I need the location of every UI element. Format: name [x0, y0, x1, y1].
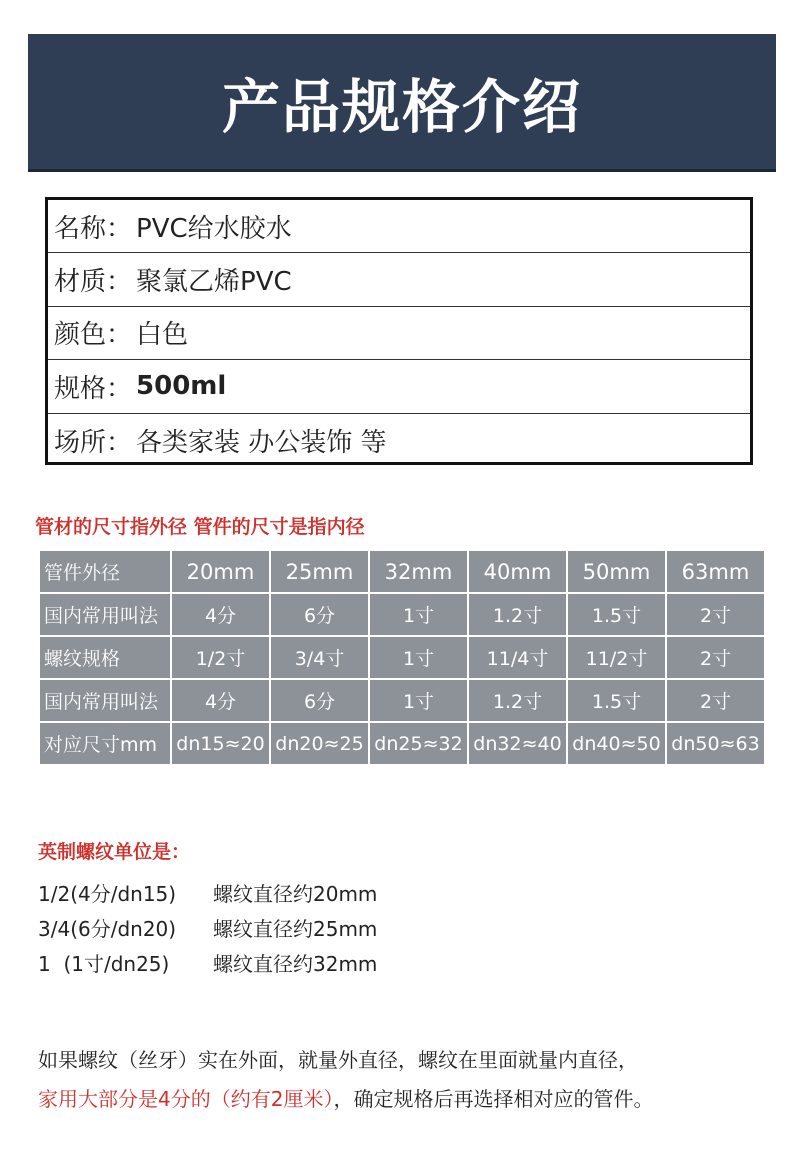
size-note: 管材的尺寸指外径 管件的尺寸是指内径	[35, 516, 365, 538]
imperial-title: 英制螺纹单位是：	[38, 841, 191, 863]
table-cell: dn25≈32	[370, 723, 467, 764]
table-cell: 1寸	[370, 680, 467, 721]
page-title: 产品规格介绍	[221, 73, 582, 141]
table-cell: 1寸	[370, 594, 467, 635]
thread-code: 1/2(4分/dn15)	[38, 882, 177, 906]
table-cell: dn40≈50	[568, 723, 665, 764]
table-cell: 32mm	[370, 551, 467, 592]
row-header: 国内常用叫法	[40, 594, 170, 635]
spec-value: 聚氯乙烯PVC	[136, 267, 292, 298]
table-cell: dn15≈20	[172, 723, 269, 764]
table-cell: 1/2寸	[172, 637, 269, 678]
list-item	[38, 913, 377, 948]
thread-code: 1 (1寸/dn25)	[38, 952, 170, 976]
spec-value: PVC给水胶水	[136, 213, 292, 244]
spec-box	[45, 197, 753, 465]
spec-row-size	[48, 360, 750, 413]
table-cell: dn32≈40	[469, 723, 566, 764]
table-cell: 25mm	[271, 551, 368, 592]
spec-label: 材质：	[54, 267, 133, 298]
table-cell: 2寸	[667, 637, 764, 678]
household-note-rest: ，确定规格后再选择相对应的管件。	[333, 1087, 654, 1111]
spec-label: 颜色：	[54, 320, 133, 351]
spec-row-usage	[48, 414, 750, 467]
table-cell: 1.5寸	[568, 680, 665, 721]
row-header: 螺纹规格	[40, 637, 170, 678]
table-cell: 1.2寸	[469, 680, 566, 721]
thread-desc: 螺纹直径约25mm	[213, 917, 378, 941]
list-item	[38, 878, 377, 913]
table-cell: 3/4寸	[271, 637, 368, 678]
table-cell: 11/4寸	[469, 637, 566, 678]
spec-value: 500ml	[136, 371, 227, 402]
size-table	[38, 549, 766, 766]
table-cell: 2寸	[667, 680, 764, 721]
table-cell: 40mm	[469, 551, 566, 592]
table-cell: 4分	[172, 680, 269, 721]
table-cell: 1.2寸	[469, 594, 566, 635]
table-cell: 63mm	[667, 551, 764, 592]
spec-row-color	[48, 307, 750, 360]
spec-label: 名称：	[54, 213, 133, 244]
household-note-highlight: 家用大部分是4分的（约有2厘米）	[38, 1087, 334, 1111]
household-note	[38, 1083, 653, 1112]
table-cell: dn20≈25	[271, 723, 368, 764]
table-cell: 1.5寸	[568, 594, 665, 635]
title-banner	[28, 34, 776, 172]
row-header: 国内常用叫法	[40, 680, 170, 721]
table-row	[40, 680, 764, 721]
row-header: 管件外径	[40, 551, 170, 592]
table-cell: 6分	[271, 680, 368, 721]
measure-note: 如果螺纹（丝牙）实在外面，就量外直径，螺纹在里面就量内直径，	[38, 1048, 638, 1072]
spec-label: 场所：	[54, 427, 133, 458]
list-item	[38, 948, 377, 983]
table-row	[40, 637, 764, 678]
imperial-list	[38, 878, 377, 983]
thread-desc: 螺纹直径约20mm	[213, 882, 378, 906]
row-header: 对应尺寸mm	[40, 723, 170, 764]
table-row	[40, 723, 764, 764]
table-cell: 1寸	[370, 637, 467, 678]
spec-row-name	[48, 200, 750, 253]
table-cell: 20mm	[172, 551, 269, 592]
spec-row-material	[48, 253, 750, 306]
table-cell: 50mm	[568, 551, 665, 592]
table-row	[40, 594, 764, 635]
table-cell: 11/2寸	[568, 637, 665, 678]
spec-value: 各类家装 办公装饰 等	[136, 427, 387, 458]
table-cell: dn50≈63	[667, 723, 764, 764]
thread-code: 3/4(6分/dn20)	[38, 917, 177, 941]
table-cell: 2寸	[667, 594, 764, 635]
table-cell: 4分	[172, 594, 269, 635]
spec-label: 规格：	[54, 373, 133, 404]
table-cell: 6分	[271, 594, 368, 635]
table-row	[40, 551, 764, 592]
spec-value: 白色	[136, 320, 189, 351]
thread-desc: 螺纹直径约32mm	[213, 952, 378, 976]
